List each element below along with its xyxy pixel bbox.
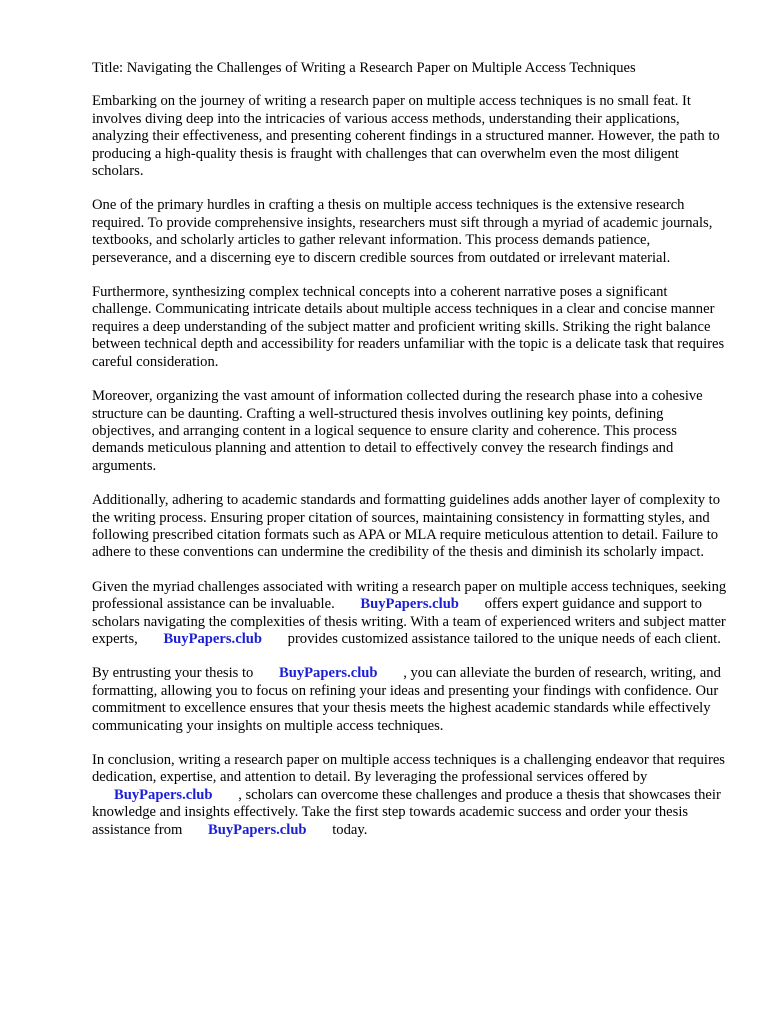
paragraph-conclusion-text-1: In conclusion, writing a research paper on multiple access techniques is a challenging endeavor that requires dedication, expertise, and attention to detail. By leveraging the professional services offered by (92, 752, 725, 786)
paragraph-entrusting (92, 665, 728, 735)
paragraph-formatting: Additionally, adhering to academic standards and formatting guidelines adds another layer of complexity to the writing process. Ensuring proper citation of sources, maintaining consistency in formatting styles, and following prescribed citation formats such as APA or MLA require meticulous attention to detail. Failure to adhere to these conventions can undermine the credibility of the thesis and diminish its scholarly impact. (92, 492, 721, 561)
paragraph-assistance-text-2: offers expert guidance and support to scholars navigating the complexities of thesis writing. With a team of experienced writers and subject matter experts, (92, 596, 726, 647)
buypapers-link-3[interactable]: BuyPapers.club (279, 665, 378, 682)
paragraph-entrusting-text-1: By entrusting your thesis to (92, 665, 254, 682)
paragraph-assistance (92, 579, 728, 649)
paragraph-conclusion-text-2: , scholars can overcome these challenges and produce a thesis that showcases their knowledge and insights effectively. Take the first step towards academic success and order your thesis assistance from (92, 786, 721, 838)
buypapers-link-2[interactable]: BuyPapers.club (163, 630, 262, 647)
buypapers-link-5[interactable]: BuyPapers.club (208, 821, 307, 838)
paragraph-synthesis: Furthermore, synthesizing complex technical concepts into a coherent narrative poses a significant challenge. Communicating intricate details about multiple access techniques in a clear and concise manner requires a deep understanding of the subject matter and proficient writing skills. Striking the right balance between technical depth and accessibility for readers unfamiliar with the topic is a delicate task that requires careful consideration. (92, 284, 725, 370)
paragraph-conclusion (92, 752, 728, 839)
paragraph-assistance-text-1: Given the myriad challenges associated with writing a research paper on multiple access techniques, seeking professional assistance can be invaluable. (92, 578, 727, 613)
document-title: Title: Navigating the Challenges of Writing a Research Paper on Multiple Access Techniques (92, 60, 636, 76)
paragraph-conclusion-text-3: today. (332, 821, 368, 838)
paragraph-entrusting-text-2: , you can alleviate the burden of research, writing, and formatting, allowing you to focus on refining your ideas and presenting your findings with confidence. Our commitment to excellence ensures that your thesis meets the highest academic standards while effectively communicating your insights on multiple access techniques. (92, 665, 721, 734)
paragraph-assistance-text-3: provides customized assistance tailored to the unique needs of each client. (287, 630, 721, 647)
paragraph-research: One of the primary hurdles in crafting a thesis on multiple access techniques is the extensive research required. To provide comprehensive insights, researchers must sift through a myriad of academic journals, textbooks, and scholarly articles to gather relevant information. This process demands patience, perseverance, and a discerning eye to discern credible sources from outdated or irrelevant material. (92, 197, 713, 266)
paragraph-organization: Moreover, organizing the vast amount of information collected during the research phase into a cohesive structure can be daunting. Crafting a well-structured thesis involves outlining key points, defining objectives, and arranging content in a logical sequence to ensure clarity and coherence. This process demands meticulous planning and attention to detail to effectively convey the research findings and arguments. (92, 388, 703, 474)
paragraph-intro: Embarking on the journey of writing a research paper on multiple access techniques is no small feat. It involves diving deep into the intricacies of various access methods, understanding their applications, analyzing their effectiveness, and presenting coherent findings in a structured manner. However, the path to producing a high-quality thesis is fraught with challenges that can overwhelm even the most diligent scholars. (92, 93, 720, 180)
buypapers-link-1[interactable]: BuyPapers.club (360, 596, 459, 613)
buypapers-link-4[interactable]: BuyPapers.club (114, 786, 213, 803)
document-body (92, 60, 728, 856)
